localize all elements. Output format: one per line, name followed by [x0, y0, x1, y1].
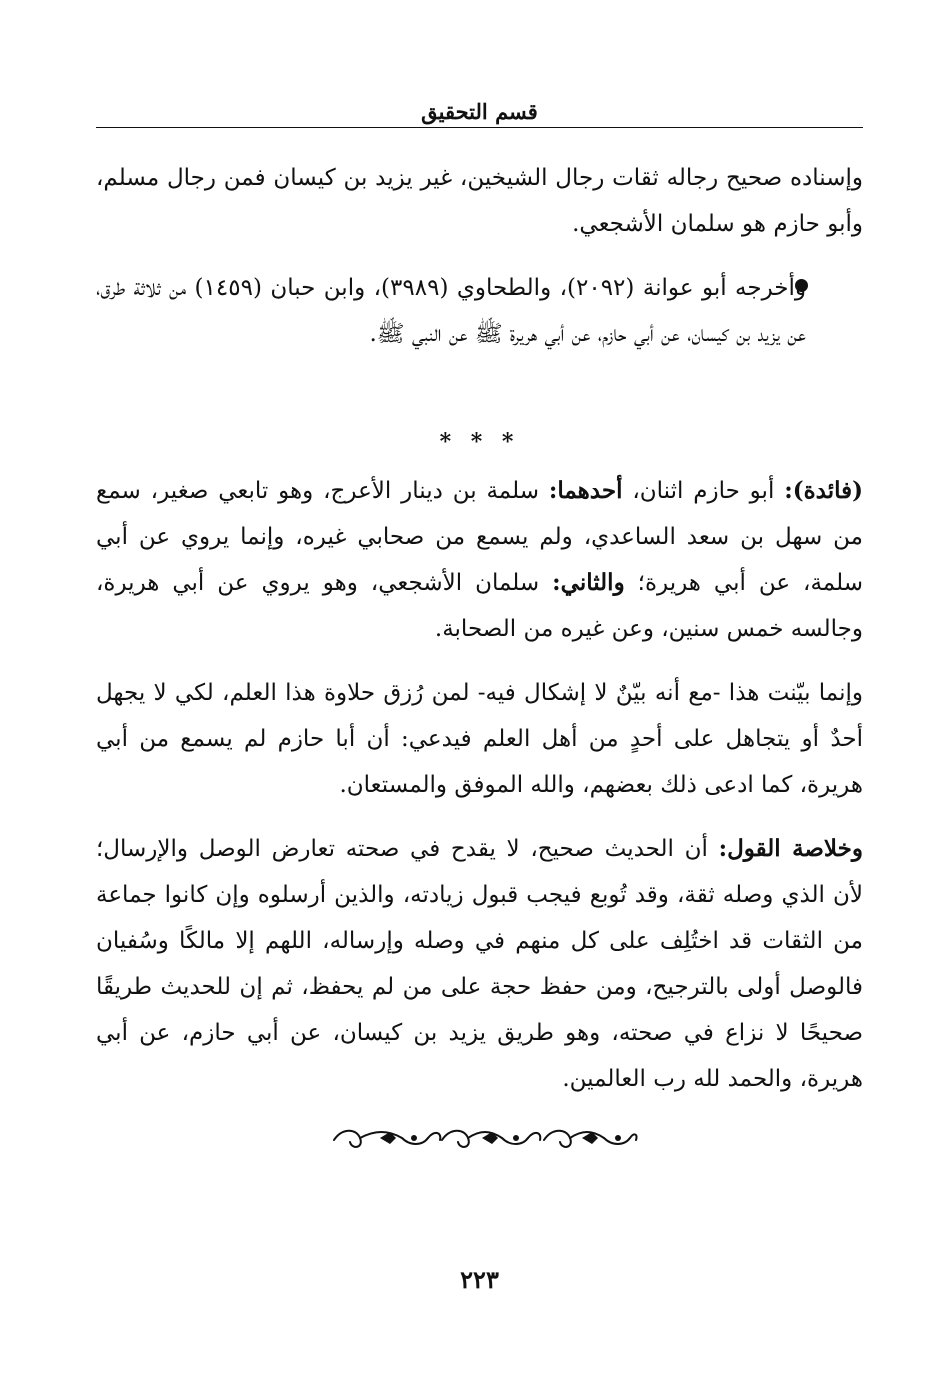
faida-second-label: والثاني: — [552, 569, 625, 596]
bullet-item-takhrij — [96, 265, 806, 357]
faida-part1: أبو حازم اثنان، — [622, 478, 785, 504]
paragraph-conclusion-text — [96, 826, 863, 1102]
faida-first-label: أحدهما: — [548, 477, 623, 504]
floral-ornament-icon — [330, 1118, 640, 1158]
running-header-title: قسم التحقيق — [421, 99, 538, 124]
paragraph-explanation — [96, 670, 863, 808]
section-divider-stars: * * * — [439, 429, 520, 455]
paragraph-explanation-text: وإنما بيّنت هذا -مع أنه بيّنٌ لا إشكال فيه- لمن رُزق حلاوة هذا العلم، لكي لا يجهل أحدٌ أو يتجاهل على أحدٍ من أهل العلم فيدعي: أن أبا حازم لم يسمع من أبي هريرة، كما ادعى ذلك بعضهم، والله الموفق والمستعان. — [96, 680, 863, 798]
paragraph-faida-text — [96, 468, 863, 652]
paragraph-isnad-text: وإسناده صحيح رجاله ثقات رجال الشيخين، غير يزيد بن كيسان فمن رجال مسلم، وأبو حازم هو سلمان الأشجعي. — [96, 165, 863, 237]
faida-part2: سلمة بن دينار الأعرج، وهو تابعي صغير، سمع من سهل بن سعد الساعدي، ولم يسمع من صحابي غيره، وإنما يروي عن أبي سلمة، عن أبي هريرة؛ — [96, 478, 863, 596]
page-number: ٢٢٣ — [460, 1265, 499, 1294]
faida-lead: (فائدة): — [784, 477, 863, 504]
paragraph-faida — [96, 468, 863, 652]
paragraph-conclusion — [96, 826, 863, 1102]
conclusion-body: أن الحديث صحيح، لا يقدح في صحته تعارض الوصل والإرسال؛ لأن الذي وصله ثقة، وقد تُوبع فيجب قبول زيادته، والذين أرسلوه وإن كانوا جماعة من الثقات قد اختُلِف على كل منهم في وصله وإرساله، اللهم إلا مالكًا وسُفيان فالوصل أولى بالترجيح، ومن حفظ حجة على من لم يحفظ، ثم إن للحديث طريقًا صحيحًا لا نزاع في صحته، وهو طريق يزيد بن كيسان، عن أبي حازم، عن أبي هريرة، والحمد لله رب العالمين. — [96, 836, 863, 1092]
bullet-item-text: وأخرجه أبو عوانة (٢٠٩٢)، والطحاوي (٣٩٨٩)، وابن حبان (١٤٥٩) من ثلاثة طرق، عن يزيد بن كيسان، عن أبي حازم، عن أبي هريرة ﷺ عن النبي ﷺ. — [96, 275, 807, 347]
faida-part3: سلمان الأشجعي، وهو يروي عن أبي هريرة، وجالسه خمس سنين، وعن غيره من الصحابة. — [96, 570, 863, 642]
conclusion-lead: وخلاصة القول: — [718, 835, 863, 862]
header-rule — [96, 127, 863, 128]
paragraph-isnad — [96, 155, 863, 247]
